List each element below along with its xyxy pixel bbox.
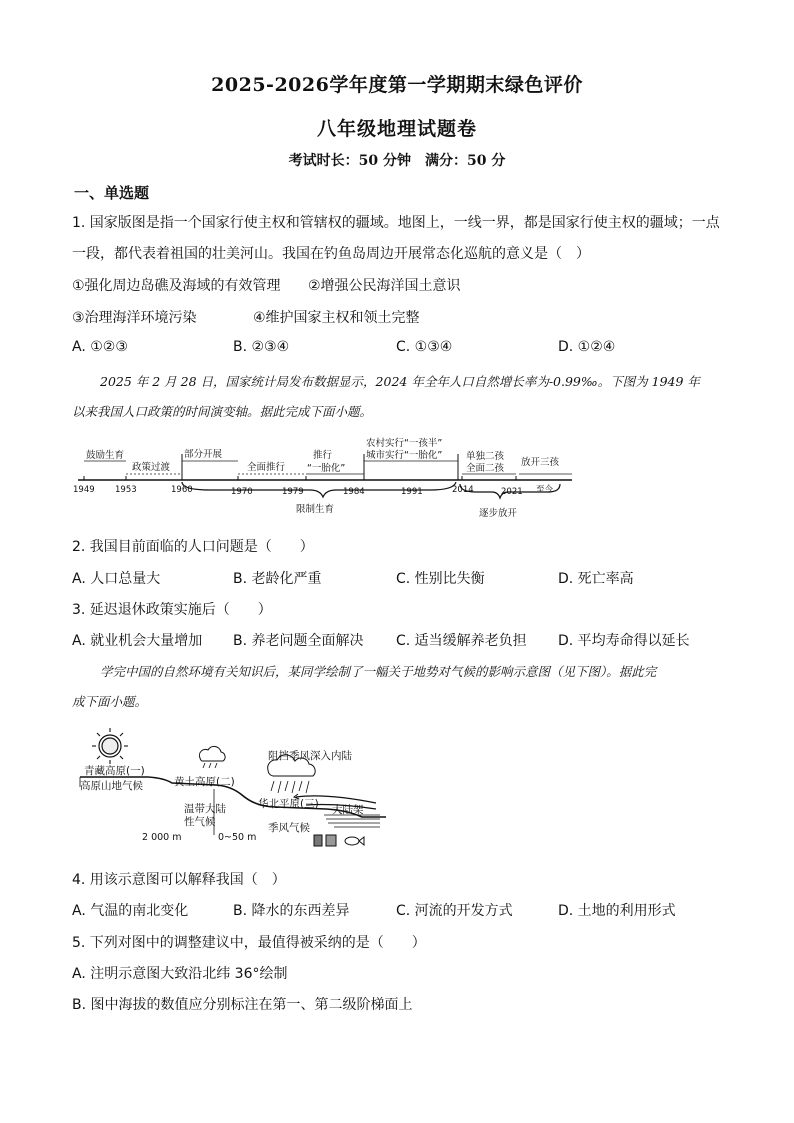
exam-title: 2025-2026学年度第一学期期末绿色评价 bbox=[211, 74, 583, 96]
q1-item-4: ④维护国家主权和领土完整 bbox=[253, 310, 420, 326]
tl-label-implement: 推行 bbox=[313, 450, 333, 461]
tl-label-partial: 部分开展 bbox=[184, 449, 223, 460]
cloud-small-icon bbox=[199, 746, 225, 768]
q5-option-a[interactable]: A. 注明示意图大致沿北纬 36°绘制 bbox=[72, 966, 288, 982]
q4-option-d[interactable]: D. 土地的利用形式 bbox=[558, 903, 676, 919]
tl-label-transition: 政策过渡 bbox=[132, 462, 171, 473]
tl-year-1984: 1984 bbox=[343, 487, 365, 497]
label-qingzang: 青藏高原(一) bbox=[84, 765, 145, 777]
q1-option-c[interactable]: C. ①③④ bbox=[396, 339, 453, 355]
label-loess: 黄土高原(二) bbox=[174, 776, 235, 788]
tl-year-1991: 1991 bbox=[401, 487, 423, 497]
q3-stem: 3. 延迟退休政策实施后（ ） bbox=[72, 602, 272, 618]
q5-stem: 5. 下列对图中的调整建议中，最值得被采纳的是（ ） bbox=[72, 935, 426, 951]
passage1-line2: 以来我国人口政策的时间演变轴。据此完成下面小题。 bbox=[72, 404, 373, 419]
tl-year-now: 至今 bbox=[536, 485, 554, 495]
exam-info: 考试时长：50 分钟 满分：50 分 bbox=[288, 153, 506, 169]
q3-option-c[interactable]: C. 适当缓解养老负担 bbox=[396, 633, 527, 649]
q1-option-d[interactable]: D. ①②④ bbox=[558, 339, 616, 355]
q4-stem: 4. 用该示意图可以解释我国（ ） bbox=[72, 872, 286, 888]
tl-year-1953: 1953 bbox=[115, 485, 137, 495]
label-0-50m: 0~50 m bbox=[218, 832, 257, 843]
q1-option-a[interactable]: A. ①②③ bbox=[72, 339, 128, 355]
tl-label-full: 全面推行 bbox=[247, 462, 286, 473]
q4-option-b[interactable]: B. 降水的东西差异 bbox=[233, 903, 350, 919]
exam-subtitle: 八年级地理试题卷 bbox=[316, 118, 477, 140]
q4-option-c[interactable]: C. 河流的开发方式 bbox=[396, 903, 513, 919]
section-title: 一、单选题 bbox=[74, 184, 150, 202]
q1-item-1: ①强化周边岛礁及海域的有效管理 bbox=[72, 278, 281, 294]
label-monsoon-climate: 季风气候 bbox=[268, 822, 310, 834]
q2-stem: 2. 我国目前面临的人口问题是（ ） bbox=[72, 539, 314, 555]
sun-icon bbox=[92, 728, 128, 764]
rain-lines bbox=[271, 781, 309, 793]
tl-year-1979: 1979 bbox=[282, 487, 304, 497]
factory-icon bbox=[314, 835, 336, 846]
tl-label-encourage: 鼓励生育 bbox=[86, 450, 125, 461]
q2-option-a[interactable]: A. 人口总量大 bbox=[72, 571, 161, 587]
tl-year-2014: 2014 bbox=[452, 485, 474, 495]
label-temperate-2: 性气候 bbox=[184, 816, 216, 828]
tl-label-one-child: “一胎化” bbox=[307, 463, 346, 474]
q2-option-b[interactable]: B. 老龄化严重 bbox=[233, 571, 322, 587]
passage1-line1: 2025 年 2 月 28 日，国家统计局发布数据显示，2024 年全年人口自然增长率为-0.99‰。下图为 1949 年 bbox=[100, 374, 700, 389]
q2-option-c[interactable]: C. 性别比失衡 bbox=[396, 571, 485, 587]
label-north-china-plain: 华北平原(三) bbox=[258, 798, 319, 810]
q4-option-a[interactable]: A. 气温的南北变化 bbox=[72, 903, 189, 919]
q3-option-a[interactable]: A. 就业机会大量增加 bbox=[72, 633, 203, 649]
q3-option-b[interactable]: B. 养老问题全面解决 bbox=[233, 633, 364, 649]
label-2000m: 2 000 m bbox=[142, 832, 182, 843]
label-temperate-1: 温带大陆 bbox=[184, 803, 226, 815]
label-alpine-climate: 高原山地气候 bbox=[80, 780, 143, 792]
q1-item-3: ③治理海洋环境污染 bbox=[72, 310, 197, 326]
tl-label-urban: 城市实行“一胎化” bbox=[366, 450, 443, 461]
tl-label-single-two: 单独二孩 bbox=[466, 451, 505, 462]
q1-option-b[interactable]: B. ②③④ bbox=[233, 339, 290, 355]
passage2-line1: 学完中国的自然环境有关知识后，某同学绘制了一幅关于地势对气候的影响示意图（见下图）。据此完 bbox=[100, 664, 657, 679]
tl-year-1970: 1970 bbox=[231, 487, 253, 497]
tl-label-three: 放开三孩 bbox=[521, 457, 560, 468]
label-block-monsoon: 阻挡季风深入内陆 bbox=[268, 750, 352, 762]
tl-brace-open: 逐步放开 bbox=[479, 508, 518, 519]
tl-label-full-two: 全面二孩 bbox=[466, 463, 505, 474]
q1-stem-line2: 一段，都代表着祖国的壮美河山。我国在钓鱼岛周边开展常态化巡航的意义是（ ） bbox=[72, 246, 590, 262]
tl-label-rural: 农村实行“一孩半” bbox=[366, 438, 443, 449]
population-policy-timeline bbox=[70, 430, 590, 522]
tl-year-1949: 1949 bbox=[73, 485, 95, 495]
tl-year-2021: 2021 bbox=[501, 487, 523, 497]
terrain-climate-diagram bbox=[76, 725, 386, 853]
q2-option-d[interactable]: D. 死亡率高 bbox=[558, 571, 634, 587]
tl-year-1960: 1960 bbox=[171, 485, 193, 495]
q5-option-b[interactable]: B. 图中海拔的数值应分别标注在第一、第二级阶梯面上 bbox=[72, 997, 413, 1013]
passage2-line2: 成下面小题。 bbox=[72, 694, 148, 709]
label-continental-shelf: 大陆架 bbox=[332, 804, 364, 816]
tl-brace-restrict: 限制生育 bbox=[296, 504, 335, 515]
q1-stem-line1: 1. 国家版图是指一个国家行使主权和管辖权的疆域。地图上，一线一界，都是国家行使主权的疆域；一点 bbox=[72, 215, 720, 231]
q3-option-d[interactable]: D. 平均寿命得以延长 bbox=[558, 633, 690, 649]
fish-icon bbox=[345, 837, 364, 845]
q1-item-2: ②增强公民海洋国土意识 bbox=[308, 278, 461, 294]
